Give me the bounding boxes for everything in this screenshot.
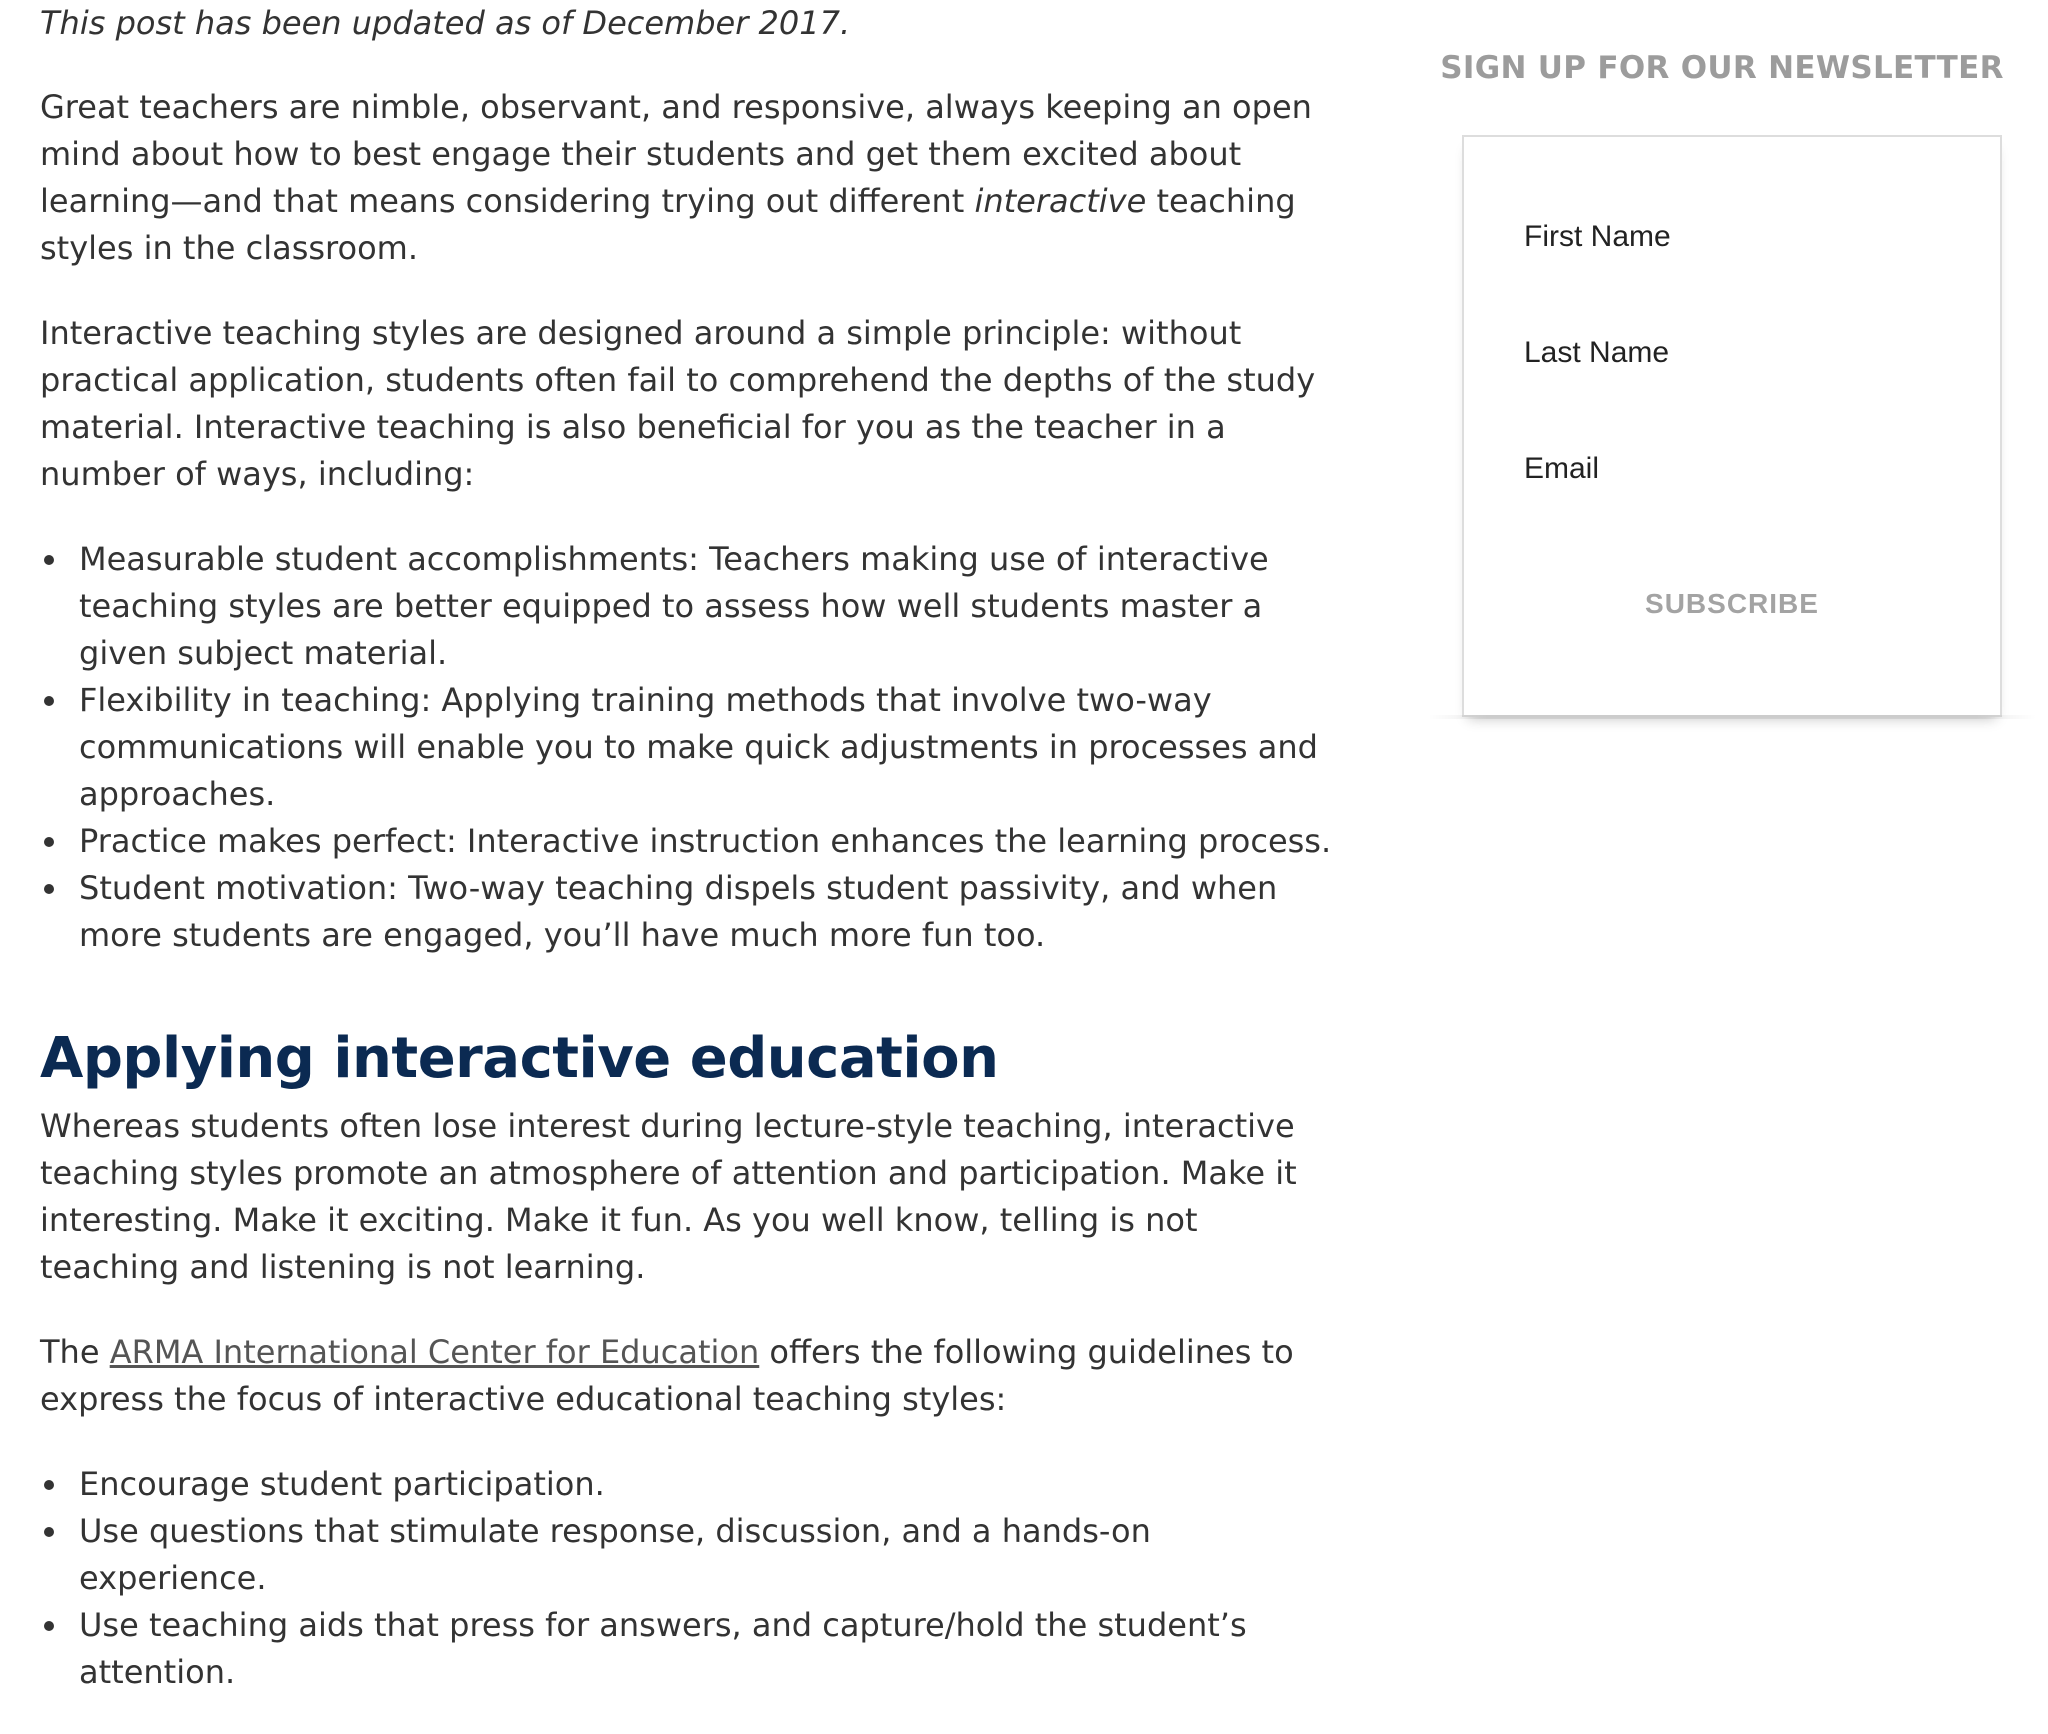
list-item [40, 1461, 1340, 1508]
newsletter-form [1462, 135, 2002, 717]
section-heading: Applying interactive education [40, 1026, 999, 1091]
bullet-icon [44, 1527, 54, 1537]
bullet-icon [44, 837, 54, 847]
newsletter-sidebar [1432, 0, 2012, 619]
newsletter-title: SIGN UP FOR OUR NEWSLETTER [1440, 50, 2004, 86]
list-item [40, 1508, 1340, 1602]
bullet-icon [44, 555, 54, 565]
email-field[interactable] [1524, 439, 1944, 499]
first-name-field[interactable] [1524, 207, 1944, 267]
intro-emphasis: interactive [974, 182, 1147, 220]
list-item [40, 1602, 1340, 1696]
guidelines-list [40, 1461, 1340, 1696]
intro-text-start: Great teachers are nimble, observant, and responsive, always keeping an open mind about how to best engage their students and get them excited about learning—and that means considering trying out different [40, 88, 1312, 220]
list-item-text: Measurable student accomplishments: Teachers making use of interactive teaching styles are better equipped to assess how well students master a given subject material. [79, 540, 1269, 672]
list-item-text: Flexibility in teaching: Applying training methods that involve two-way communications will enable you to make quick adjustments in processes and approaches. [79, 681, 1318, 813]
guidelines-intro-paragraph [40, 1329, 1340, 1423]
benefits-list [40, 536, 1340, 959]
guidelines-text-start: The [40, 1333, 110, 1371]
bullet-icon [44, 884, 54, 894]
list-item [40, 536, 1340, 677]
list-item-text: Encourage student participation. [79, 1465, 605, 1503]
list-item-text: Use teaching aids that press for answers, and capture/hold the student’s attention. [79, 1606, 1247, 1691]
subscribe-button[interactable]: SUBSCRIBE [1464, 587, 2000, 621]
bullet-icon [44, 1480, 54, 1490]
arma-link[interactable]: ARMA International Center for Education [109, 1333, 760, 1371]
list-item-text: Student motivation: Two-way teaching dispels student passivity, and when more students are engaged, you’ll have much more fun too. [79, 869, 1278, 954]
list-item [40, 677, 1340, 818]
intro-paragraph [40, 84, 1340, 272]
article-body [40, 0, 1340, 1734]
bullet-icon [44, 696, 54, 706]
card-shadow-divider [1428, 715, 2036, 719]
list-item [40, 818, 1340, 865]
intro-text-end: teaching styles in the classroom. [40, 182, 1296, 267]
last-name-field[interactable] [1524, 323, 1944, 383]
list-item [40, 865, 1340, 959]
guidelines-text-end: offers the following guidelines to express the focus of interactive educational teaching styles: [40, 1333, 1294, 1418]
bullet-icon [44, 1621, 54, 1631]
list-item-text: Practice makes perfect: Interactive instruction enhances the learning process. [79, 822, 1332, 860]
section-paragraph: Whereas students often lose interest during lecture-style teaching, interactive teaching styles promote an atmosphere of attention and participation. Make it interesting. Make it exciting. Make it fun. As you well know, telling is not teaching and listening is not learning. [40, 1107, 1297, 1286]
updated-note: This post has been updated as of December 2017. [40, 4, 851, 42]
list-item-text: Use questions that stimulate response, discussion, and a hands-on experience. [79, 1512, 1151, 1597]
benefits-intro-paragraph: Interactive teaching styles are designed around a simple principle: without practical application, students often fail to comprehend the depths of the study material. Interactive teaching is also beneficial for you as the teacher in a number of ways, including: [40, 314, 1316, 493]
